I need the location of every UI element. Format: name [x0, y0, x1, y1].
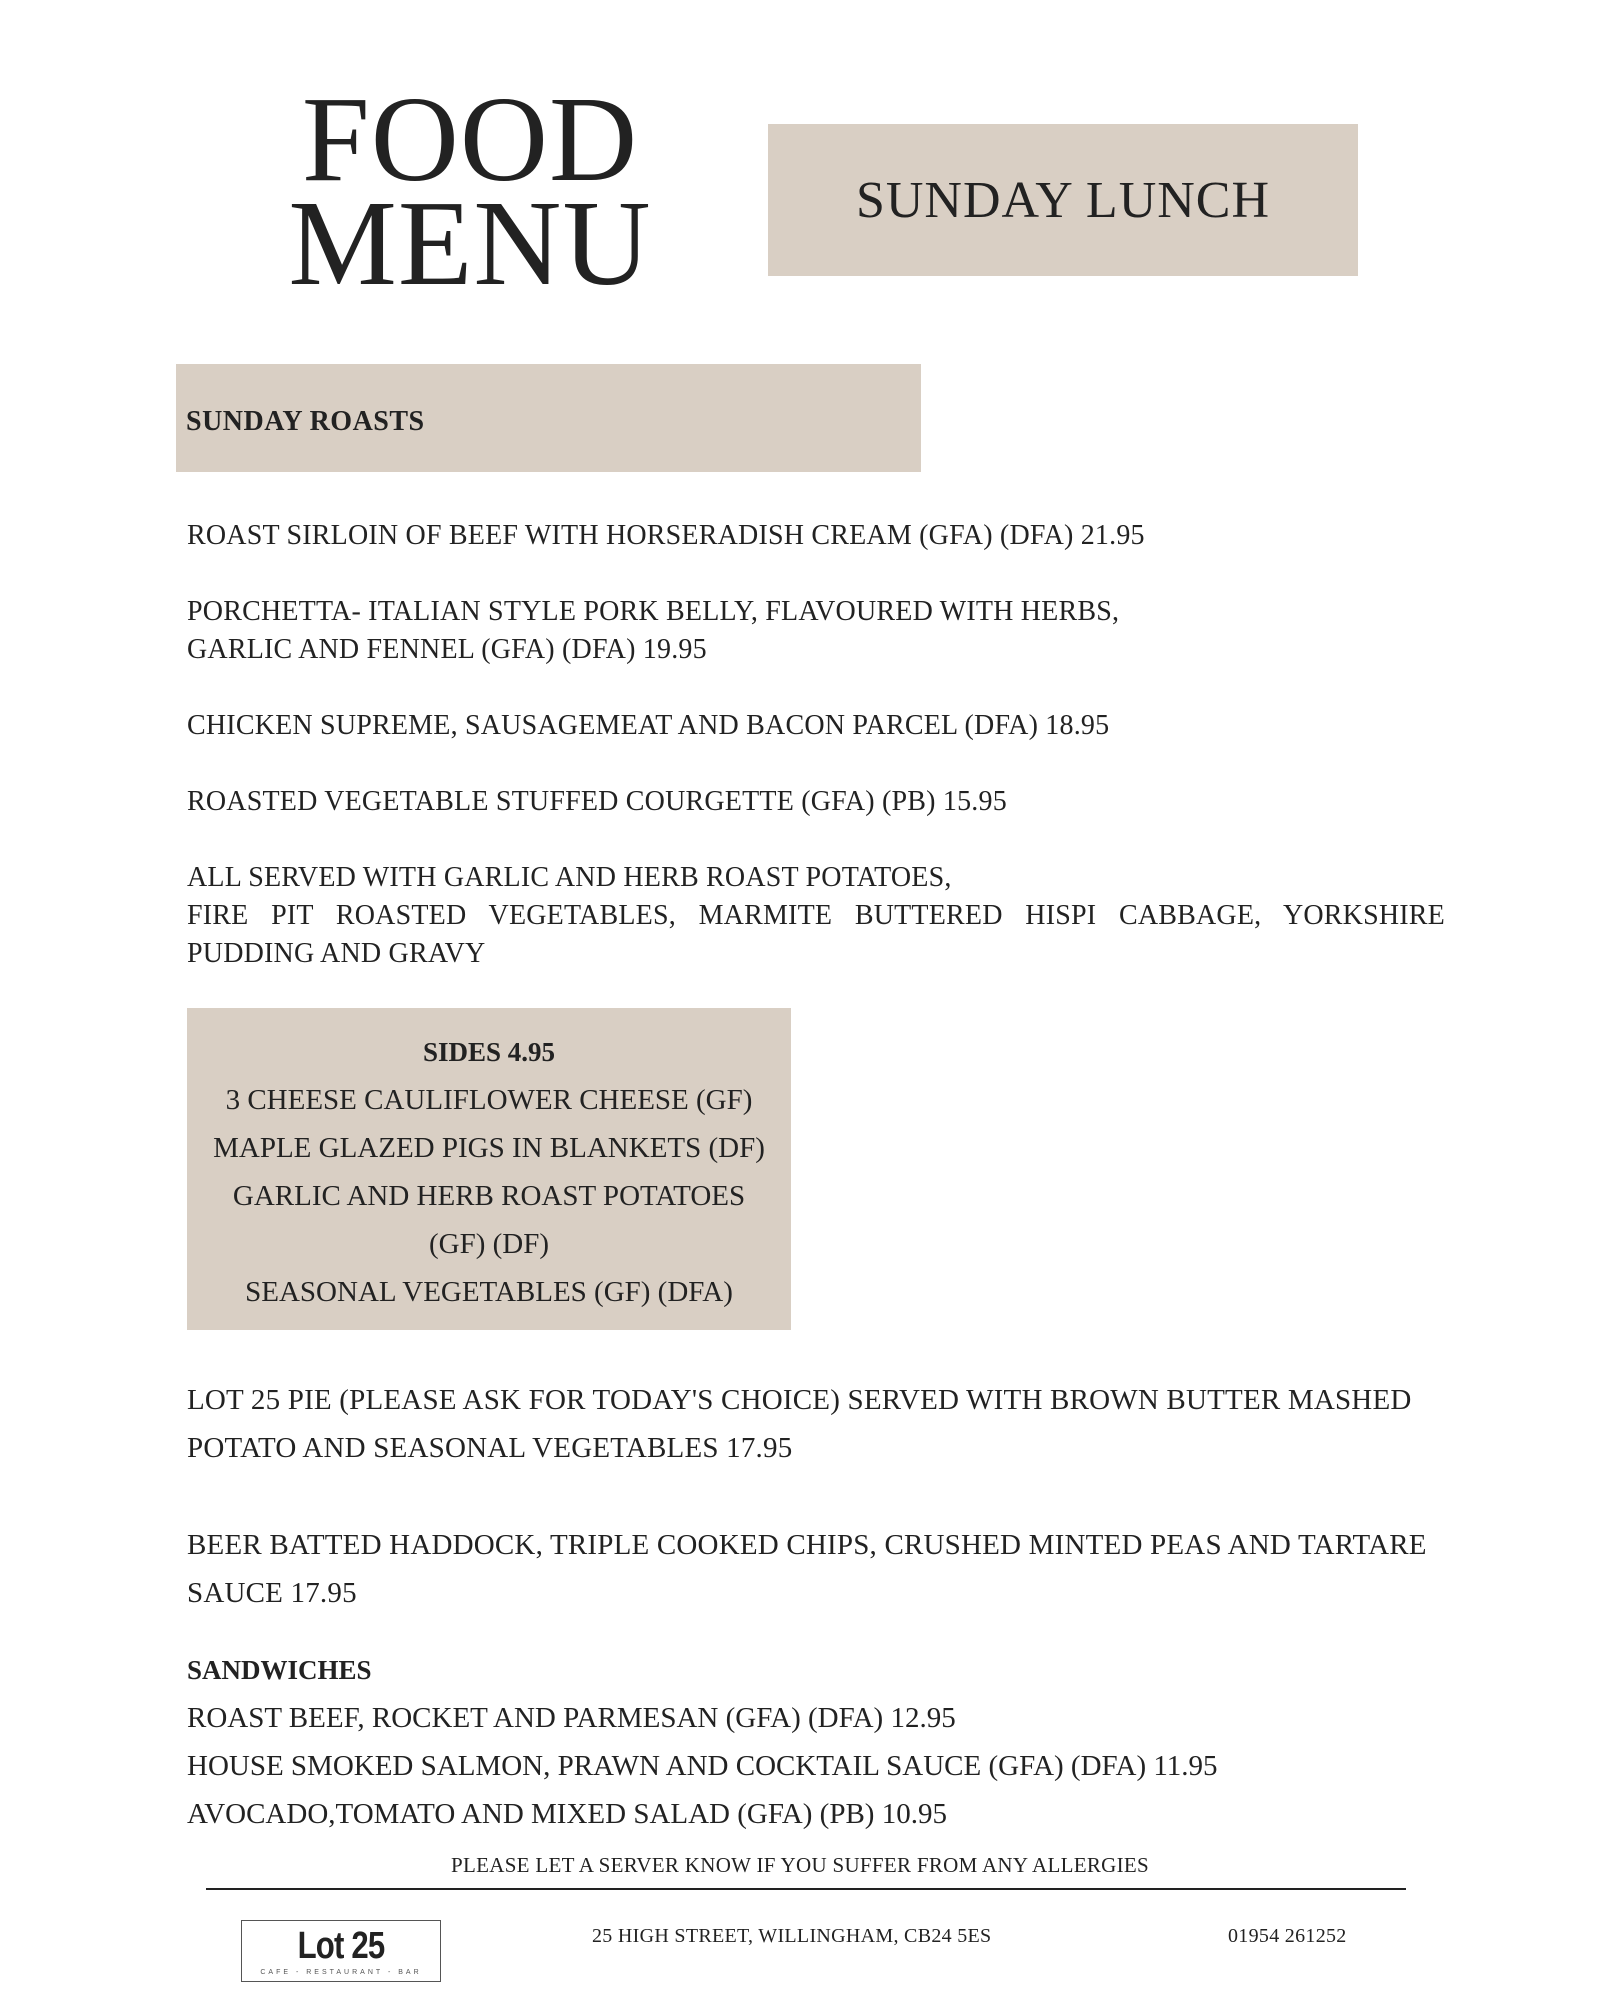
served-with-line: ALL SERVED WITH GARLIC AND HERB ROAST POTATOES, — [187, 862, 952, 893]
menu-item-chicken — [187, 707, 1447, 745]
footer-phone: 01954 261252 — [1228, 1925, 1347, 1947]
menu-title-line2: MENU — [288, 176, 652, 311]
menu-title-line1: FOOD — [301, 72, 639, 207]
side-item: (GF) (DF) — [428, 1228, 550, 1260]
menu-item-text: BEER BATTED HADDOCK, TRIPLE COOKED CHIPS, CRUSHED MINTED PEAS AND TARTARE — [187, 1529, 1427, 1561]
menu-item-haddock — [187, 1521, 1477, 1617]
menu-item-sirloin — [187, 517, 1447, 555]
allergy-notice: PLEASE LET A SERVER KNOW IF YOU SUFFER FROM ANY ALLERGIES — [451, 1853, 1149, 1877]
menu-item-text: SAUCE 17.95 — [187, 1577, 357, 1609]
menu-item-text: ROASTED VEGETABLE STUFFED COURGETTE (GFA) (PB) 15.95 — [187, 786, 1007, 817]
served-with-line: FIRE PIT ROASTED VEGETABLES, MARMITE BUTTERED HISPI CABBAGE, YORKSHIRE — [187, 900, 1445, 931]
logo-tagline: CAFE - RESTAURANT - BAR — [260, 1969, 422, 1976]
menu-item-courgette — [187, 783, 1447, 821]
menu-item-text: CHICKEN SUPREME, SAUSAGEMEAT AND BACON PARCEL (DFA) 18.95 — [187, 710, 1110, 741]
side-item: GARLIC AND HERB ROAST POTATOES — [232, 1180, 746, 1212]
menu-item-text: LOT 25 PIE (PLEASE ASK FOR TODAY'S CHOICE) SERVED WITH BROWN BUTTER MASHED — [187, 1384, 1412, 1416]
served-with-line: PUDDING AND GRAVY — [187, 938, 486, 969]
sunday-roasts-banner — [176, 364, 921, 472]
sides-panel — [187, 1008, 791, 1330]
sandwich-item: HOUSE SMOKED SALMON, PRAWN AND COCKTAIL SAUCE (GFA) (DFA) 11.95 — [187, 1750, 1218, 1782]
menu-item-porchetta — [187, 593, 1447, 669]
side-item: MAPLE GLAZED PIGS IN BLANKETS (DF) — [213, 1132, 765, 1164]
sides-heading: SIDES 4.95 — [422, 1037, 556, 1067]
sandwiches-heading: SANDWICHES — [187, 1655, 372, 1685]
footer-address: 25 HIGH STREET, WILLINGHAM, CB24 5ES — [592, 1925, 992, 1947]
menu-item-text: GARLIC AND FENNEL (GFA) (DFA) 19.95 — [187, 634, 707, 665]
menu-item-text: PORCHETTA- ITALIAN STYLE PORK BELLY, FLAVOURED WITH HERBS, — [187, 596, 1120, 627]
menu-item-text: ROAST SIRLOIN OF BEEF WITH HORSERADISH CREAM (GFA) (DFA) 21.95 — [187, 520, 1145, 551]
side-item: SEASONAL VEGETABLES (GF) (DFA) — [245, 1276, 733, 1308]
roasts-served-with — [187, 859, 1445, 973]
menu-title — [220, 72, 720, 311]
side-item: 3 CHEESE CAULIFLOWER CHEESE (GF) — [225, 1084, 753, 1116]
sunday-lunch-banner — [768, 124, 1358, 276]
menu-item-pie — [187, 1376, 1447, 1472]
lot25-logo — [241, 1920, 441, 1982]
sandwich-item: AVOCADO,TOMATO AND MIXED SALAD (GFA) (PB) 10.95 — [187, 1798, 947, 1830]
footer-divider — [206, 1888, 1406, 1890]
sunday-lunch-label: SUNDAY LUNCH — [855, 171, 1271, 229]
sandwich-item: ROAST BEEF, ROCKET AND PARMESAN (GFA) (DFA) 12.95 — [187, 1702, 956, 1734]
menu-item-text: POTATO AND SEASONAL VEGETABLES 17.95 — [187, 1432, 793, 1464]
sandwiches-section — [187, 1646, 1447, 1838]
logo-wordmark: Lot 25 — [297, 1925, 385, 1967]
sunday-roasts-heading: SUNDAY ROASTS — [186, 406, 425, 437]
